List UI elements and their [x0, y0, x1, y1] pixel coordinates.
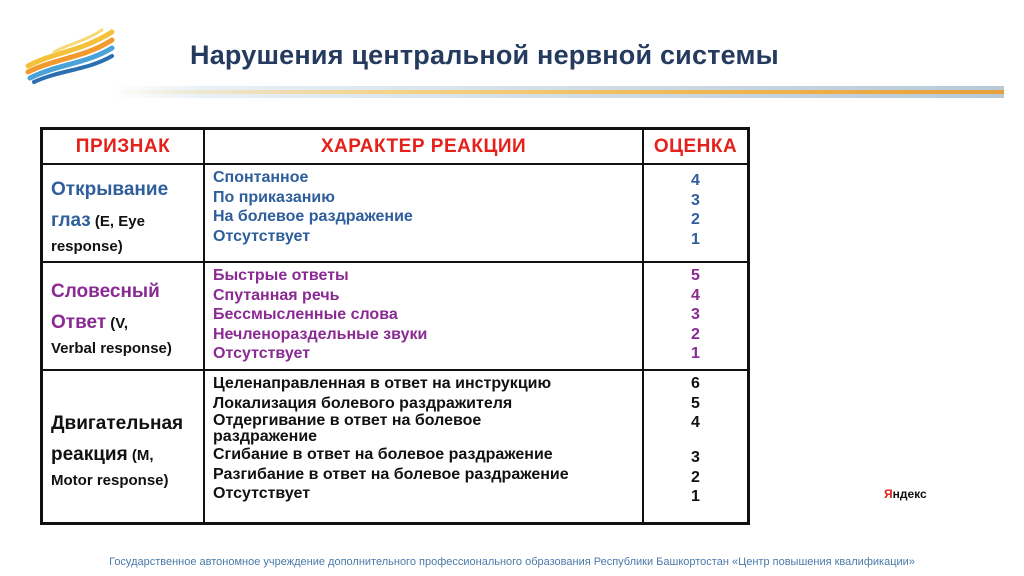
score-cell — [643, 370, 749, 524]
score-value: 4 — [691, 286, 700, 304]
reaction-item: Отсутствует — [213, 345, 311, 362]
table-header-row — [42, 129, 749, 165]
header-divider — [110, 86, 1004, 98]
col-header-score: ОЦЕНКА — [643, 129, 749, 165]
reaction-item: Отсутствует — [213, 485, 311, 502]
score-value: 2 — [691, 211, 700, 228]
sign-abbrev: (V, — [106, 315, 129, 332]
score-value: 3 — [691, 306, 700, 323]
score-value: 4 — [691, 172, 700, 189]
table-row-motor — [42, 370, 749, 524]
book-logo-icon — [24, 22, 116, 84]
footer-text: Государственное автономное учреждение дополнительного профессионального образования Республики Башкортостан «Центр повышения квалификации» — [109, 556, 915, 568]
score-value: 5 — [691, 394, 700, 412]
glasgow-scale-table — [40, 127, 750, 525]
score-value: 2 — [691, 468, 700, 486]
sign-abbrev: response) — [51, 238, 123, 255]
reaction-item: Локализация болевого раздражителя — [213, 394, 513, 412]
sign-label: Открывание — [51, 179, 169, 200]
sign-label: Двигательная — [51, 413, 184, 434]
score-value: 2 — [691, 325, 700, 343]
sign-label: Словесный — [51, 281, 160, 302]
col-header-sign: ПРИЗНАК — [42, 129, 205, 165]
reaction-item: Сгибание в ответ на болевое раздражение — [213, 446, 553, 463]
score-cell — [643, 262, 749, 370]
score-value: 1 — [691, 488, 700, 505]
sign-cell — [42, 370, 205, 524]
score-value: 1 — [691, 230, 700, 248]
score-value: 6 — [691, 375, 700, 392]
reaction-cell — [204, 262, 643, 370]
table-row-verbal — [42, 262, 749, 370]
reaction-item: Нечленораздельные звуки — [213, 325, 428, 343]
page-title: Нарушения центральной нервной системы — [190, 40, 779, 70]
sign-cell — [42, 262, 205, 370]
yandex-watermark: Яндекс — [884, 487, 927, 501]
reaction-item: Спутанная речь — [213, 286, 340, 304]
reaction-item: Бессмысленные слова — [213, 306, 398, 323]
sign-label: Ответ — [51, 312, 107, 333]
score-value: 3 — [691, 449, 700, 466]
reaction-item: Разгибание в ответ на болевое раздражение — [213, 465, 569, 483]
score-value: 3 — [691, 191, 700, 209]
reaction-item: Отдергивание в ответ на болевое раздражение — [213, 412, 482, 445]
sign-label: глаз — [51, 210, 91, 231]
sign-label: реакция — [51, 444, 128, 465]
reaction-item: Спонтанное — [213, 169, 309, 186]
reaction-cell — [204, 164, 643, 262]
reaction-cell — [204, 370, 643, 524]
reaction-item: По приказанию — [213, 188, 335, 206]
sign-abbrev: (E, Eye — [90, 213, 145, 230]
table-row-eye — [42, 164, 749, 262]
score-value: 5 — [691, 267, 700, 284]
reaction-item: Целенаправленная в ответ на инструкцию — [213, 375, 552, 392]
sign-abbrev: Verbal response) — [51, 340, 172, 357]
score-value: 4 — [691, 414, 700, 431]
sign-abbrev: Motor response) — [51, 472, 169, 489]
reaction-item: Отсутствует — [213, 227, 311, 245]
score-value: 1 — [691, 345, 700, 362]
sign-cell — [42, 164, 205, 262]
sign-abbrev: (M, — [127, 447, 154, 464]
col-header-reaction: ХАРАКТЕР РЕАКЦИИ — [204, 129, 643, 165]
reaction-item: На болевое раздражение — [213, 208, 413, 225]
reaction-item: Быстрые ответы — [213, 267, 349, 284]
score-cell — [643, 164, 749, 262]
